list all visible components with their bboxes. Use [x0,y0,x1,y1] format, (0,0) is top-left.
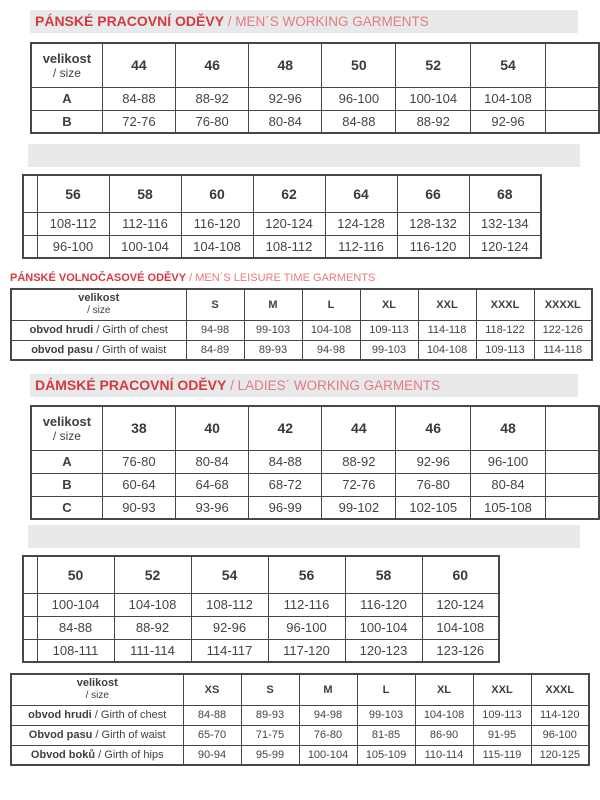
size-range-cell: 92-96 [396,450,471,473]
size-range-cell: 114-118 [418,320,476,340]
cropped-column-stub [23,175,37,212]
size-column-header: M [299,674,357,705]
cropped-cell-stub [23,212,37,235]
size-range-cell: 68-72 [249,473,322,496]
cropped-cell-stub [23,639,37,662]
ladies-working-sizes-table-part2 [22,555,500,663]
size-column-header: 40 [176,406,249,450]
size-column-header: L [302,289,360,320]
size-range-cell: 65-70 [183,725,241,745]
size-range-cell: 64-68 [176,473,249,496]
size-range-cell: 122-126 [534,320,592,340]
cropped-cell-stub [545,473,599,496]
size-column-header: S [186,289,244,320]
size-range-cell: 99-102 [322,496,396,519]
size-range-cell: 100-104 [396,87,471,110]
size-label-czech: velikost [42,413,92,429]
measurement-label-english: / Girth of hips [95,748,164,761]
size-column-header: 54 [471,43,546,87]
size-label-cell [11,289,186,320]
size-column-header: 58 [345,556,422,593]
size-range-cell: 109-113 [476,340,534,360]
table-data-row [31,87,599,110]
size-range-cell: 114-117 [191,639,268,662]
size-range-cell: 89-93 [244,340,302,360]
measurement-label-english: / Girth of waist [92,729,166,741]
size-range-cell: 96-99 [249,496,322,519]
size-column-header: XS [183,674,241,705]
size-column-header: 42 [249,406,322,450]
size-range-cell: 114-120 [531,705,589,725]
size-column-header: 66 [397,175,469,212]
size-column-header: 56 [37,175,109,212]
size-range-cell: 99-103 [357,705,415,725]
size-range-cell: 80-84 [176,450,249,473]
size-range-cell: 104-108 [415,705,473,725]
size-column-header: 58 [109,175,181,212]
size-range-cell: 96-100 [322,87,396,110]
size-range-cell: 108-111 [37,639,114,662]
size-label-cell [31,43,102,87]
size-column-header: 50 [37,556,114,593]
size-range-cell: 104-108 [114,593,191,616]
size-range-cell: 112-116 [268,593,345,616]
cropped-column-stub [545,406,599,450]
size-label-english: / size [52,65,81,80]
size-range-cell: 118-122 [476,320,534,340]
size-range-cell: 115-119 [473,745,531,765]
size-column-header: XXXL [531,674,589,705]
size-column-header: L [357,674,415,705]
size-column-header: XL [360,289,418,320]
size-range-cell: 104-108 [418,340,476,360]
size-label-czech: velikost [42,50,92,66]
heading-english-text: / MEN´S LEISURE TIME GARMENTS [186,272,376,284]
size-range-cell: 88-92 [176,87,249,110]
size-range-cell: 109-113 [473,705,531,725]
size-column-header: 48 [471,406,546,450]
size-column-header: 52 [114,556,191,593]
size-column-header: 64 [325,175,397,212]
table-header-row [11,674,589,705]
size-range-cell: 112-116 [109,212,181,235]
size-range-cell: 104-108 [181,235,253,258]
table-data-row [31,110,599,133]
size-range-cell: 84-89 [186,340,244,360]
size-range-cell: 84-88 [249,450,322,473]
size-range-cell: 100-104 [37,593,114,616]
size-range-cell: 76-80 [102,450,175,473]
size-range-cell: 84-88 [37,616,114,639]
measurement-label-czech: Obvod boků [30,748,96,761]
table-header-row [11,289,592,320]
size-range-cell: 105-109 [357,745,415,765]
cropped-column-stub [23,556,37,593]
heading-english-text: / MEN´S WORKING GARMENTS [224,14,429,29]
size-range-cell: 114-118 [534,340,592,360]
table-data-row [31,450,599,473]
ladies-working-sizes-table-part1 [30,405,600,520]
size-range-cell: 128-132 [397,212,469,235]
table-data-row [11,320,592,340]
measurement-row-label [11,745,183,765]
size-column-header: 46 [176,43,249,87]
size-range-cell: 99-103 [244,320,302,340]
size-range-cell: 104-108 [302,320,360,340]
size-range-cell: 100-104 [109,235,181,258]
size-range-cell: 88-92 [114,616,191,639]
section-heading-mens-working [30,10,578,33]
size-column-header: 60 [422,556,499,593]
size-label-cell [11,674,183,705]
table-header-row [23,175,541,212]
size-range-cell: 104-108 [422,616,499,639]
size-range-cell: 109-113 [360,320,418,340]
size-range-cell: 94-98 [302,340,360,360]
size-range-cell: 112-116 [325,235,397,258]
cropped-cell-stub [545,450,599,473]
size-range-cell: 100-104 [345,616,422,639]
table-data-row [23,212,541,235]
size-label-english: / size [85,690,109,702]
cropped-cell-stub [545,110,599,133]
table-data-row [11,340,592,360]
gray-divider-bar [28,525,580,548]
size-range-cell: 76-80 [176,110,249,133]
table-header-row [31,406,599,450]
size-column-header: XXL [418,289,476,320]
size-range-cell: 108-112 [191,593,268,616]
size-range-cell: 72-76 [322,473,396,496]
size-range-cell: 60-64 [102,473,175,496]
size-column-header: 54 [191,556,268,593]
measurement-row-label [11,320,186,340]
size-range-cell: 89-93 [241,705,299,725]
measurement-label-english: / Girth of waist [92,343,167,356]
cropped-cell-stub [545,87,599,110]
table-data-row [31,473,599,496]
size-range-cell: 96-100 [37,235,109,258]
size-range-cell: 99-103 [360,340,418,360]
size-column-header: 62 [253,175,325,212]
row-label: A [31,87,102,110]
size-range-cell: 108-112 [253,235,325,258]
measurement-label-czech: obvod hrudi [28,709,92,721]
size-column-header: 50 [322,43,396,87]
measurement-label-english: / Girth of chest [93,324,168,336]
size-range-cell: 92-96 [471,110,546,133]
size-range-cell: 76-80 [396,473,471,496]
size-range-cell: 92-96 [249,87,322,110]
section-heading-mens-leisure [10,270,600,284]
ladies-measurements-table [10,673,590,766]
size-column-header: 68 [469,175,541,212]
size-range-cell: 110-114 [415,745,473,765]
heading-czech-text: DÁMSKÉ PRACOVNÍ ODĚVY [35,377,227,393]
mens-working-sizes-table-part1 [30,42,600,134]
cropped-cell-stub [23,593,37,616]
size-range-cell: 124-128 [325,212,397,235]
size-column-header: S [241,674,299,705]
table-data-row [11,705,589,725]
row-label: A [31,450,102,473]
cropped-cell-stub [545,496,599,519]
cropped-column-stub [545,43,599,87]
mens-leisure-sizes-table [10,288,593,361]
size-column-header: 52 [396,43,471,87]
size-column-header: XXXXL [534,289,592,320]
table-data-row [23,235,541,258]
size-range-cell: 96-100 [268,616,345,639]
size-range-cell: 132-134 [469,212,541,235]
size-range-cell: 120-124 [469,235,541,258]
measurement-label-czech: obvod hrudi [29,324,94,336]
size-range-cell: 88-92 [322,450,396,473]
size-range-cell: 108-112 [37,212,109,235]
cropped-cell-stub [23,235,37,258]
size-range-cell: 80-84 [471,473,546,496]
measurement-label-czech: Obvod pasu [28,729,93,741]
heading-english-text: / LADIES´ WORKING GARMENTS [226,378,441,393]
size-range-cell: 120-123 [345,639,422,662]
size-range-cell: 111-114 [114,639,191,662]
size-range-cell: 96-100 [531,725,589,745]
size-range-cell: 105-108 [471,496,546,519]
size-label-english: / size [87,305,111,317]
row-label: B [31,110,102,133]
size-range-cell: 96-100 [471,450,546,473]
size-range-cell: 116-120 [345,593,422,616]
size-range-cell: 88-92 [396,110,471,133]
size-column-header: 38 [102,406,175,450]
table-header-row [31,43,599,87]
section-heading-ladies-working [30,374,578,397]
row-label: B [31,473,102,496]
mens-working-sizes-table-part2 [22,174,542,259]
size-column-header: XL [415,674,473,705]
size-range-cell: 116-120 [181,212,253,235]
size-range-cell: 76-80 [299,725,357,745]
size-label-cell [31,406,102,450]
size-range-cell: 84-88 [102,87,175,110]
size-range-cell: 117-120 [268,639,345,662]
measurement-row-label [11,725,183,745]
cropped-cell-stub [23,616,37,639]
size-range-cell: 93-96 [176,496,249,519]
size-range-cell: 86-90 [415,725,473,745]
table-data-row [31,496,599,519]
heading-czech-text: PÁNSKÉ VOLNOČASOVÉ ODĚVY [10,272,187,284]
size-range-cell: 120-125 [531,745,589,765]
table-data-row [23,616,499,639]
table-header-row [23,556,499,593]
size-range-cell: 116-120 [397,235,469,258]
size-range-cell: 104-108 [471,87,546,110]
size-column-header: 60 [181,175,253,212]
table-data-row [23,593,499,616]
size-range-cell: 84-88 [322,110,396,133]
size-range-cell: 80-84 [249,110,322,133]
size-range-cell: 120-124 [422,593,499,616]
size-label-czech: velikost [76,677,118,690]
size-range-cell: 120-124 [253,212,325,235]
table-data-row [11,745,589,765]
size-column-header: 44 [322,406,396,450]
size-column-header: XXL [473,674,531,705]
size-column-header: XXXL [476,289,534,320]
size-column-header: 48 [249,43,322,87]
size-column-header: 44 [102,43,175,87]
measurement-label-czech: obvod pasu [31,343,93,356]
size-range-cell: 90-93 [102,496,175,519]
size-label-english: / size [52,428,81,443]
size-range-cell: 100-104 [299,745,357,765]
measurement-label-english: / Girth of chest [91,709,167,721]
size-column-header: 56 [268,556,345,593]
size-range-cell: 102-105 [396,496,471,519]
heading-czech-text: PÁNSKÉ PRACOVNÍ ODĚVY [35,13,225,29]
size-range-cell: 90-94 [183,745,241,765]
size-range-cell: 123-126 [422,639,499,662]
size-range-cell: 92-96 [191,616,268,639]
size-range-cell: 84-88 [183,705,241,725]
table-data-row [11,725,589,745]
size-range-cell: 72-76 [102,110,175,133]
measurement-row-label [11,340,186,360]
size-range-cell: 94-98 [299,705,357,725]
size-column-header: 46 [396,406,471,450]
size-range-cell: 95-99 [241,745,299,765]
size-range-cell: 94-98 [186,320,244,340]
measurement-row-label [11,705,183,725]
table-data-row [23,639,499,662]
size-range-cell: 71-75 [241,725,299,745]
gray-divider-bar [28,144,580,167]
row-label: C [31,496,102,519]
size-range-cell: 81-85 [357,725,415,745]
size-column-header: M [244,289,302,320]
size-label-czech: velikost [78,292,120,305]
size-range-cell: 91-95 [473,725,531,745]
size-chart-document-page [0,10,600,766]
